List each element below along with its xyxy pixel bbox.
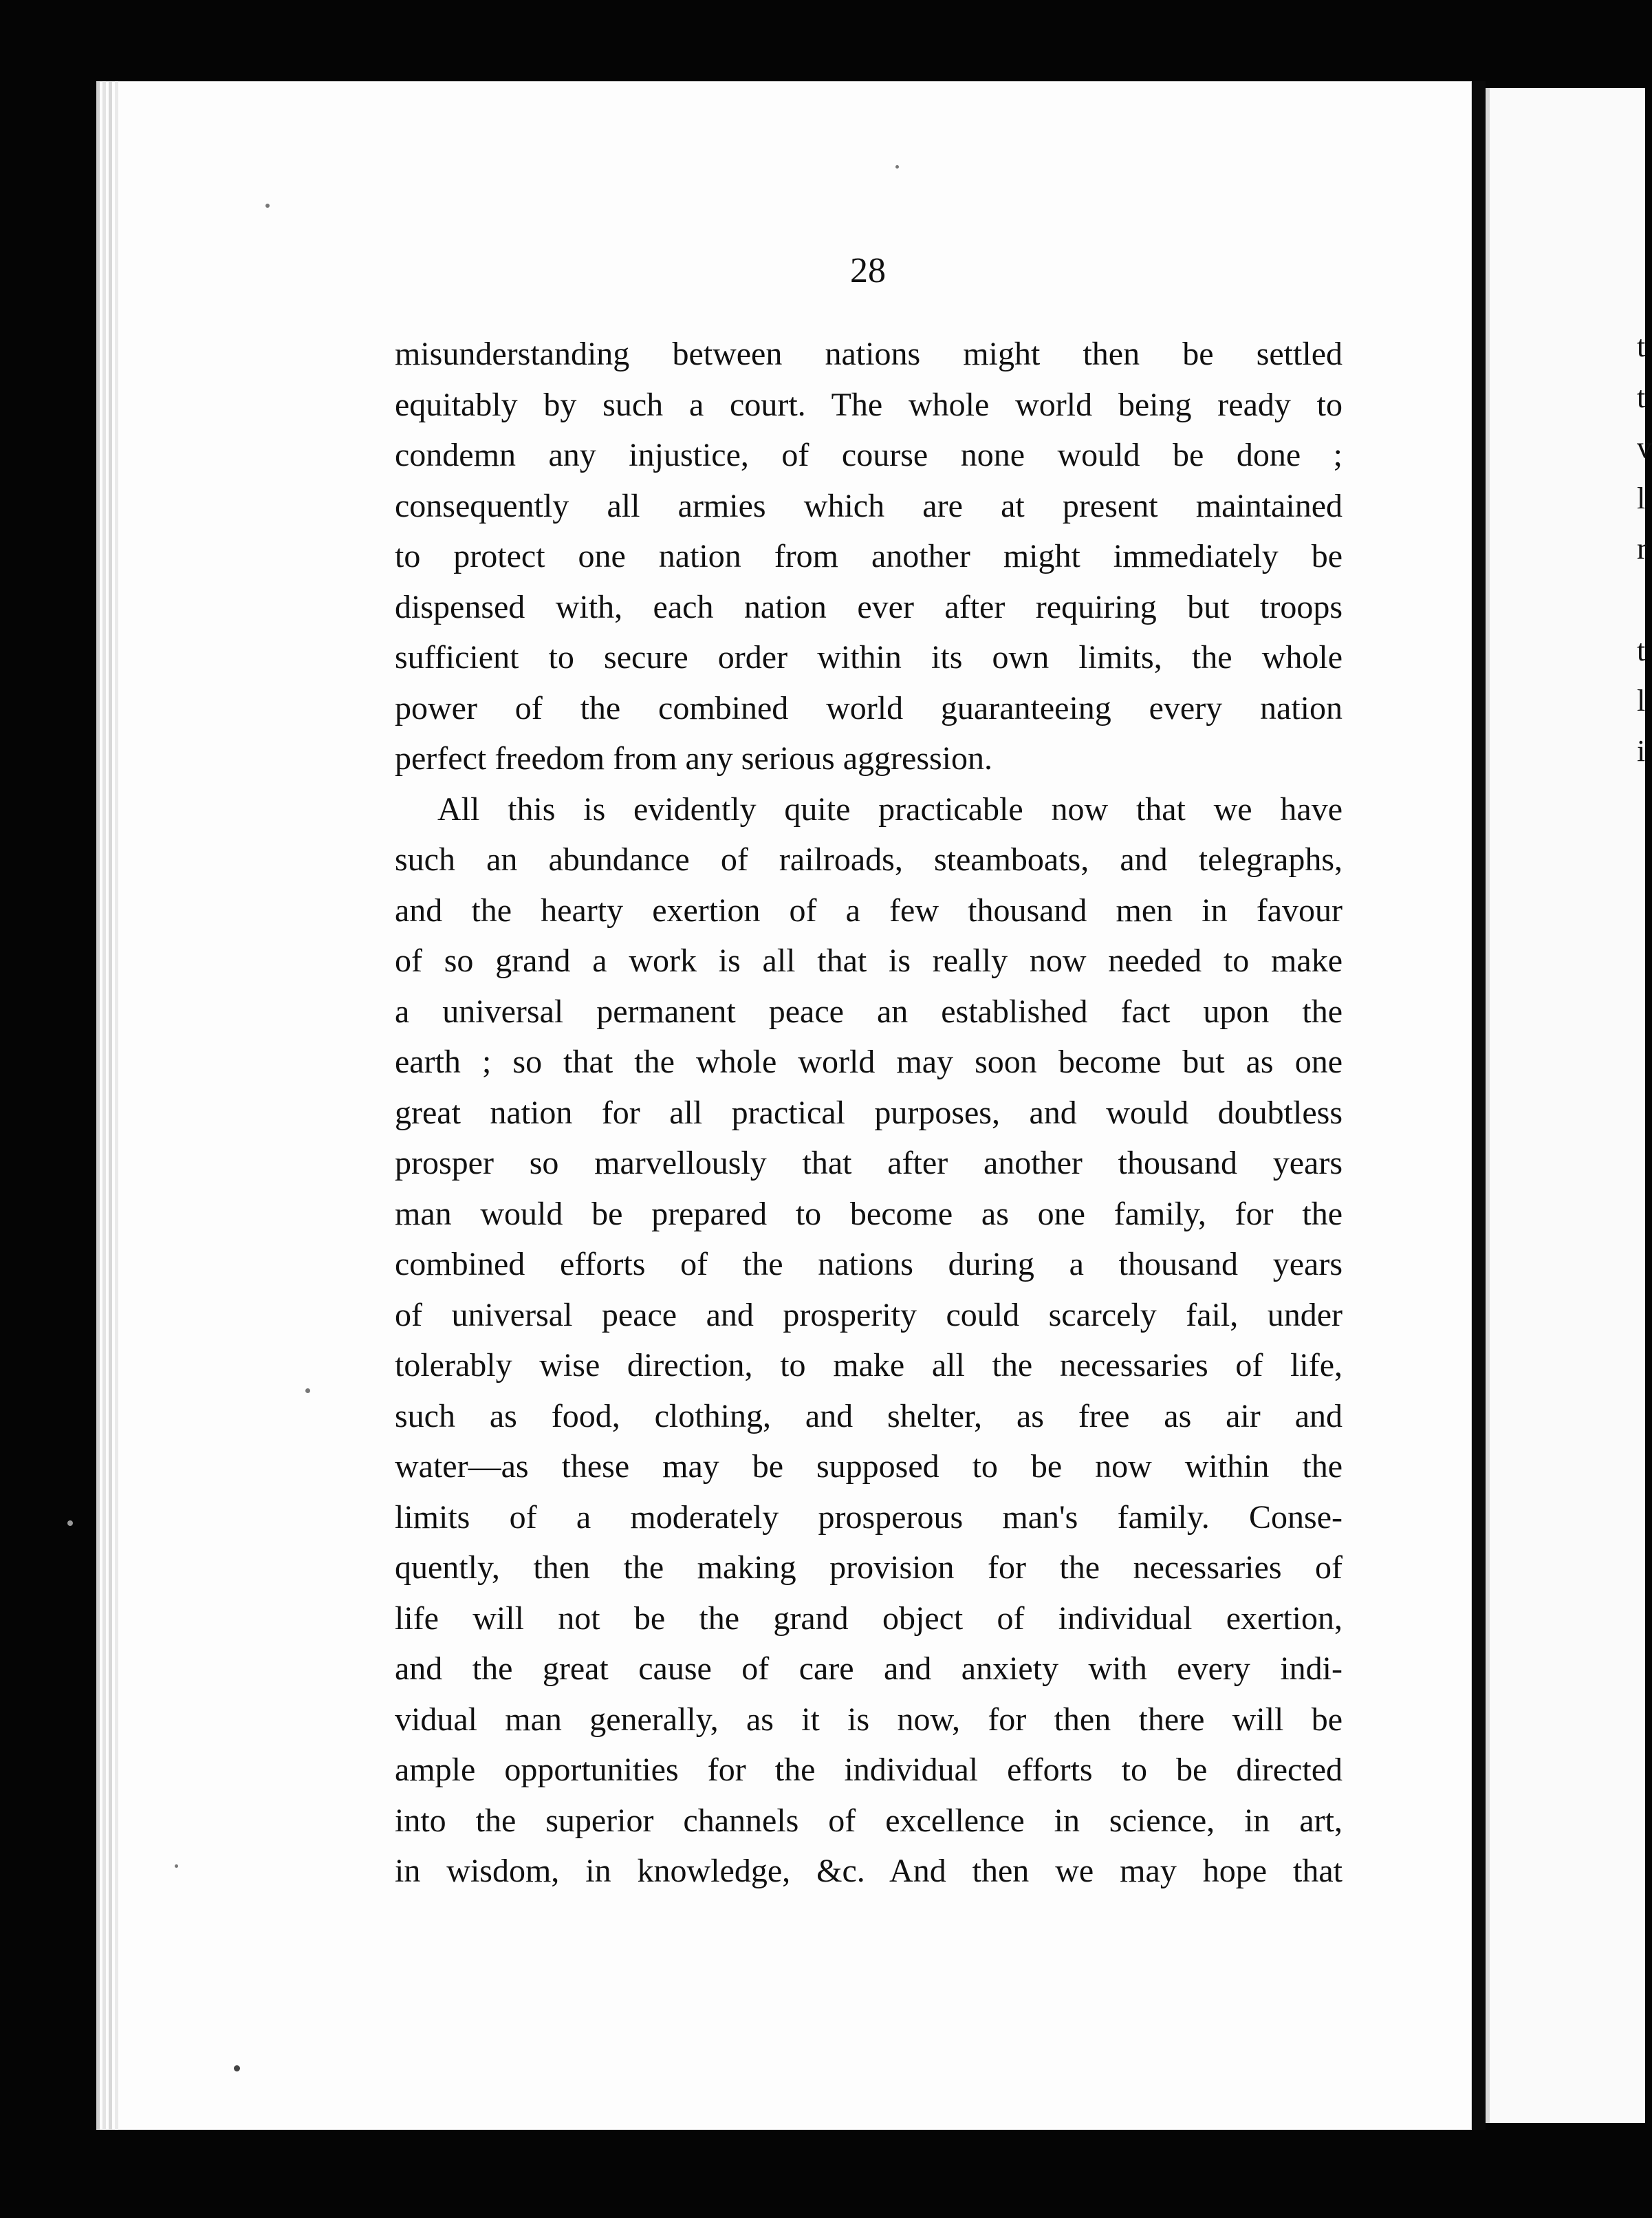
text-line: tolerably wise direction, to make all the necessaries of life, <box>395 1347 1343 1383</box>
text-line: vidual man generally, as it is now, for then there will be <box>395 1701 1343 1738</box>
facing-page-letter: l <box>1637 684 1646 718</box>
page-edge <box>102 81 106 2130</box>
text-line: in wisdom, in knowledge, &c. And then we may hope that <box>395 1853 1343 1889</box>
text-line: and the hearty exertion of a few thousand men in favour <box>395 892 1343 929</box>
facing-page-letter: t <box>1637 330 1646 363</box>
text-line: life will not be the grand object of individual exertion, <box>395 1600 1343 1637</box>
text-line: and the great cause of care and anxiety with every indi- <box>395 1650 1343 1687</box>
page-edge <box>115 81 118 2130</box>
text-line: water—as these may be supposed to be now within the <box>395 1448 1343 1485</box>
text-line: dispensed with, each nation ever after requiring but troops <box>395 588 1343 625</box>
text-line: All this is evidently quite practicable now that we have <box>437 790 1343 828</box>
text-line: sufficient to secure order within its own limits, the whole <box>395 639 1343 676</box>
text-line: limits of a moderately prosperous man's family. Conse- <box>395 1498 1343 1536</box>
text-line: consequently all armies which are at present maintained <box>395 487 1343 524</box>
facing-page-letter: v <box>1637 431 1652 464</box>
book-gutter <box>1472 81 1486 2130</box>
page-number: 28 <box>850 251 886 290</box>
text-line: ample opportunities for the individual efforts to be directed <box>395 1752 1343 1788</box>
text-line: combined efforts of the nations during a thousand years <box>395 1246 1343 1282</box>
text-line: of so grand a work is all that is really now needed to make <box>395 943 1343 979</box>
text-line: into the superior channels of excellence in science, in art, <box>395 1802 1343 1839</box>
text-line: such an abundance of railroads, steamboats, and telegraphs, <box>395 841 1343 878</box>
dust-speck <box>175 1864 178 1868</box>
page-edge <box>109 81 112 2130</box>
dust-speck <box>305 1388 310 1393</box>
dust-speck <box>67 1520 73 1526</box>
facing-page-letter: t <box>1637 380 1646 414</box>
text-line: earth ; so that the whole world may soon become but as one <box>395 1044 1343 1080</box>
text-line: equitably by such a court. The whole world being ready to <box>395 386 1343 423</box>
text-line: prosper so marvellously that after another thousand years <box>395 1145 1343 1181</box>
text-line: to protect one nation from another might immediately be <box>395 538 1343 574</box>
facing-page <box>1490 88 1645 2123</box>
text-line: power of the combined world guaranteeing every nation <box>395 689 1343 726</box>
text-line: such as food, clothing, and shelter, as free as air and <box>395 1397 1343 1434</box>
page-text <box>395 329 1343 1897</box>
page-edge <box>96 81 100 2130</box>
text-line: quently, then the making provision for the necessaries of <box>395 1549 1343 1586</box>
text-line: condemn any injustice, of course none would be done ; <box>395 437 1343 473</box>
text-line: great nation for all practical purposes, and would doubtless <box>395 1094 1343 1131</box>
text-line: misunderstanding between nations might then be settled <box>395 336 1343 372</box>
text-line: a universal permanent peace an established fact upon the <box>395 993 1343 1030</box>
facing-page-letter: i <box>1637 734 1646 768</box>
facing-page-letter: l <box>1637 482 1646 515</box>
dust-speck <box>234 2065 240 2071</box>
dust-speck <box>895 165 899 169</box>
dust-speck <box>265 204 270 208</box>
text-line: perfect freedom from any serious aggression. <box>395 740 993 777</box>
text-line: man would be prepared to become as one family, for the <box>395 1195 1343 1232</box>
facing-page-letter: t <box>1637 634 1646 667</box>
facing-page-letter: r <box>1637 532 1647 566</box>
text-line: of universal peace and prosperity could scarcely fail, under <box>395 1296 1343 1333</box>
